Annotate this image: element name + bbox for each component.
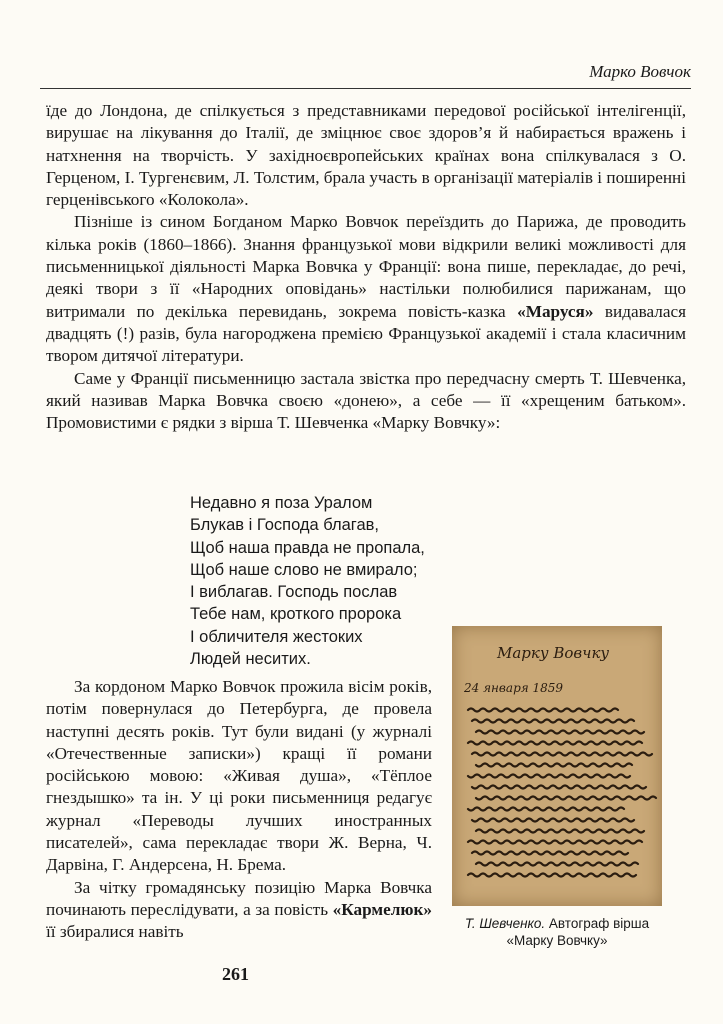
text-run: За кордоном Марко Вовчок прожила вісім років, потім повернулася до Петербурга, де провела наступні десять років. Тут були видані (у журналі «Отечественные записки») кращі її романи російською мовою: «Живая душа», «Тёплое гнездышко» та ін. У ці роки письменниця редагує журнал «Переводы лучших иностранных писателей», сама перекладає твори Ж. Верна, Ч. Дарвіна, Г. Андерсена, Н. Брема.: [46, 677, 432, 875]
handwriting-image: [452, 626, 662, 906]
figure-caption: [452, 915, 662, 949]
poem-line: Людей неситих.: [190, 650, 311, 669]
handwritten-line: [472, 753, 652, 756]
poem-excerpt: [190, 492, 460, 670]
handwritten-line: [468, 808, 624, 811]
poem-line: І виблагав. Господь послав: [190, 583, 398, 602]
paragraph: [46, 676, 432, 877]
text-beside-figure: [46, 676, 432, 944]
manuscript-date: 24 января 1859: [464, 681, 564, 695]
text-run: За чітку громадянську позицію Марка Вовчка починають переслідувати, а за повість: [46, 877, 432, 919]
running-header: [40, 58, 691, 89]
poem-line: Щоб наша правда не пропала,: [190, 538, 425, 557]
paragraph: [46, 877, 432, 944]
bold-title: «Кармелюк»: [332, 899, 432, 919]
handwritten-line: [476, 731, 644, 734]
handwritten-lines: [468, 709, 656, 877]
handwritten-line: [468, 874, 636, 877]
text-run: Пізніше із сином Богданом Марко Вовчок переїздить до Парижа, де проводить кілька років (1860–1866). Знання французької мови відкрили великі можливості для письменницької діяльності Марка Вовчка у Франції: вона пише, перекладає, до речі, деякі твори з її «Народних оповідань» настільки полюбилися парижанам, що витримали по декілька перевидань, зокрема повість-казка: [46, 212, 686, 321]
poem-line: Щоб наше слово не вмирало;: [190, 560, 418, 579]
paragraph: [46, 211, 686, 367]
manuscript-figure: [452, 626, 662, 906]
handwritten-line: [476, 797, 656, 800]
page-number: 261: [222, 964, 249, 984]
text-run: їде до Лондона, де спілкується з представниками передової російської інтелігенції, вирушає на лікування до Італії, де зміцнює своє здоров’я й набирається вражень і натхнення на творчість. У західноєвропейських країнах вона спілкувалася з О. Герценом, І. Тургенєвим, Л. Толстим, брала участь в організації матеріалів і поширенні герценівського «Колокола».: [46, 101, 686, 210]
handwritten-line: [476, 830, 644, 833]
handwritten-line: [468, 742, 642, 745]
handwritten-line: [468, 709, 618, 712]
poem-line: Тебе нам, кроткого пророка: [190, 605, 402, 624]
handwritten-line: [472, 720, 634, 723]
text-run: Саме у Франції письменницю застала звістка про передчасну смерть Т. Шевченка, який називав Марка Вовчка своєю «донею», а себе — її «хрещеним батьком». Промовистими є рядки з вірша Т. Шевченка «Марку Вовчку»:: [46, 368, 686, 433]
text-run: видавалася двадцять (!) разів, була нагороджена премією Французької академії і стала класичним твором дитячої літератури.: [46, 301, 686, 366]
handwritten-line: [468, 841, 642, 844]
handwritten-line: [472, 852, 628, 855]
caption-author: Т. Шевченко.: [464, 916, 546, 931]
header-title: Марко Вовчок: [589, 62, 691, 81]
main-text-block: [46, 100, 686, 434]
paragraph: [46, 368, 686, 435]
handwritten-line: [468, 775, 630, 778]
paragraph: [46, 100, 686, 211]
poem-line: Недавно я поза Уралом: [190, 494, 373, 512]
manuscript-title: Марку Вовчку: [497, 644, 610, 662]
poem-line: І обличителя жестоких: [190, 627, 363, 646]
handwritten-line: [476, 764, 632, 767]
poem-line: Блукав і Господа благав,: [190, 516, 379, 535]
caption-text: Автограф вірша «Марку Вовчку»: [506, 916, 650, 948]
text-run: її збиралися навіть: [46, 922, 184, 942]
handwritten-line: [476, 863, 638, 866]
handwritten-line: [472, 786, 646, 789]
handwritten-line: [472, 819, 634, 822]
bold-title: «Маруся»: [517, 301, 594, 321]
